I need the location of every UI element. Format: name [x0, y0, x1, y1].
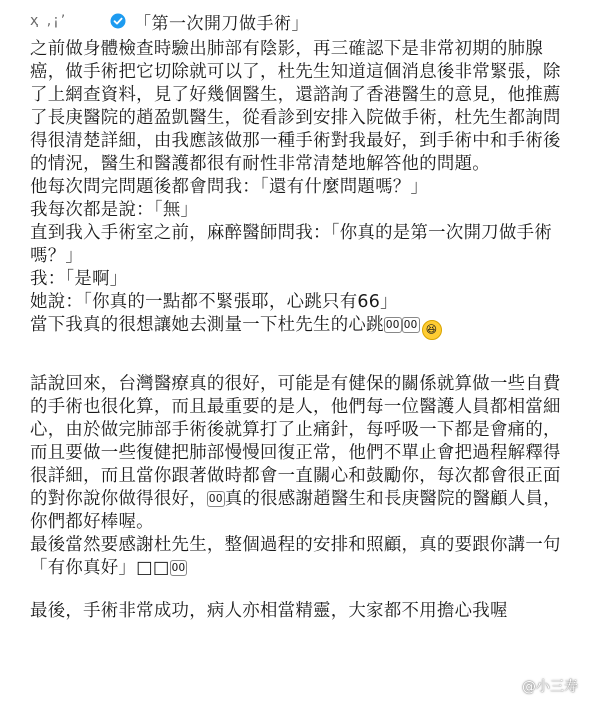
emoticon: OO	[208, 492, 223, 505]
watermark: @小三寿	[522, 679, 578, 695]
paragraph-healthcare	[30, 373, 576, 534]
post-header	[30, 6, 576, 36]
post-title: 「第一次開刀做手術」	[134, 13, 309, 34]
paragraph-question: 他每次問完問題後都會問我：「還有什麼問題嗎？」	[30, 177, 429, 197]
thanks-husband-text: 最後當然要感謝杜先生，整個過程的安排和照顧，真的要跟你講一句「有你真好」	[30, 535, 561, 578]
paragraph-heart-rate: 她說：「你真的一點都不緊張耶，心跳只有66」	[30, 292, 398, 312]
paragraph-reply: 我：「是啊」	[30, 269, 128, 289]
laughing-emoji-icon: 😆	[422, 320, 442, 340]
paragraph-answer: 我每次都是說：「無」	[30, 200, 199, 220]
author-name[interactable]: ҳ ,¡’	[30, 13, 68, 29]
verified-badge-icon	[110, 13, 126, 29]
emoticon: OO	[385, 318, 400, 331]
emoticon: OO	[403, 318, 418, 331]
emoticon: OO	[171, 561, 186, 574]
paragraph-intro: 之前做身體檢查時驗出肺部有陰影，再三確認下是非常初期的肺腺癌，做手術把它切除就可以了，杜先生知道這個消息後非常緊張，除了上網查資料，見了好幾個醫生，還諮詢了香港醫生的意見，他推薦了長庚醫院的趙盈凱醫生，從看診到安排入院做手術，杜先生都詢問得很清楚詳細，由我應該做那一種手術對我最好，到手術中和手術後的情況，醫生和醫護都很有耐性非常清楚地解答他的問題。	[30, 39, 561, 174]
measure-text: 當下我真的很想讓她去測量一下杜先生的心跳	[30, 315, 384, 335]
post-body	[30, 38, 576, 623]
paragraph-thanks-husband	[30, 534, 576, 580]
paragraph-measure	[30, 314, 576, 340]
healthcare-text: 話說回來，台灣醫療真的很好，可能是有健保的關係就算做一些自費的手術也很化算，而且最重要的是人，他們每一位醫護人員都相當細心，由於做完肺部手術後就算打了止痛針，每呼吸一下都是會痛的，而且要做一些復健把肺部慢慢回復正常，他們不單止會把過程解釋得很詳細，而且當你跟著做時都會一直關心和鼓勵你，每次都會很正面的對你說你做得很好，	[30, 374, 561, 509]
paragraph-anesthetist: 直到我入手術室之前，麻醉醫師問我：「你真的是第一次開刀做手術嗎？」	[30, 223, 553, 266]
thanks-text: 真的很感謝趙醫生和長庚醫院的醫顧人員，你們都好棒喔。	[30, 489, 561, 532]
paragraph-conclusion: 最後，手術非常成功，病人亦相當精靈，大家都不用擔心我喔	[30, 601, 508, 621]
emoticon: □□	[136, 558, 170, 578]
